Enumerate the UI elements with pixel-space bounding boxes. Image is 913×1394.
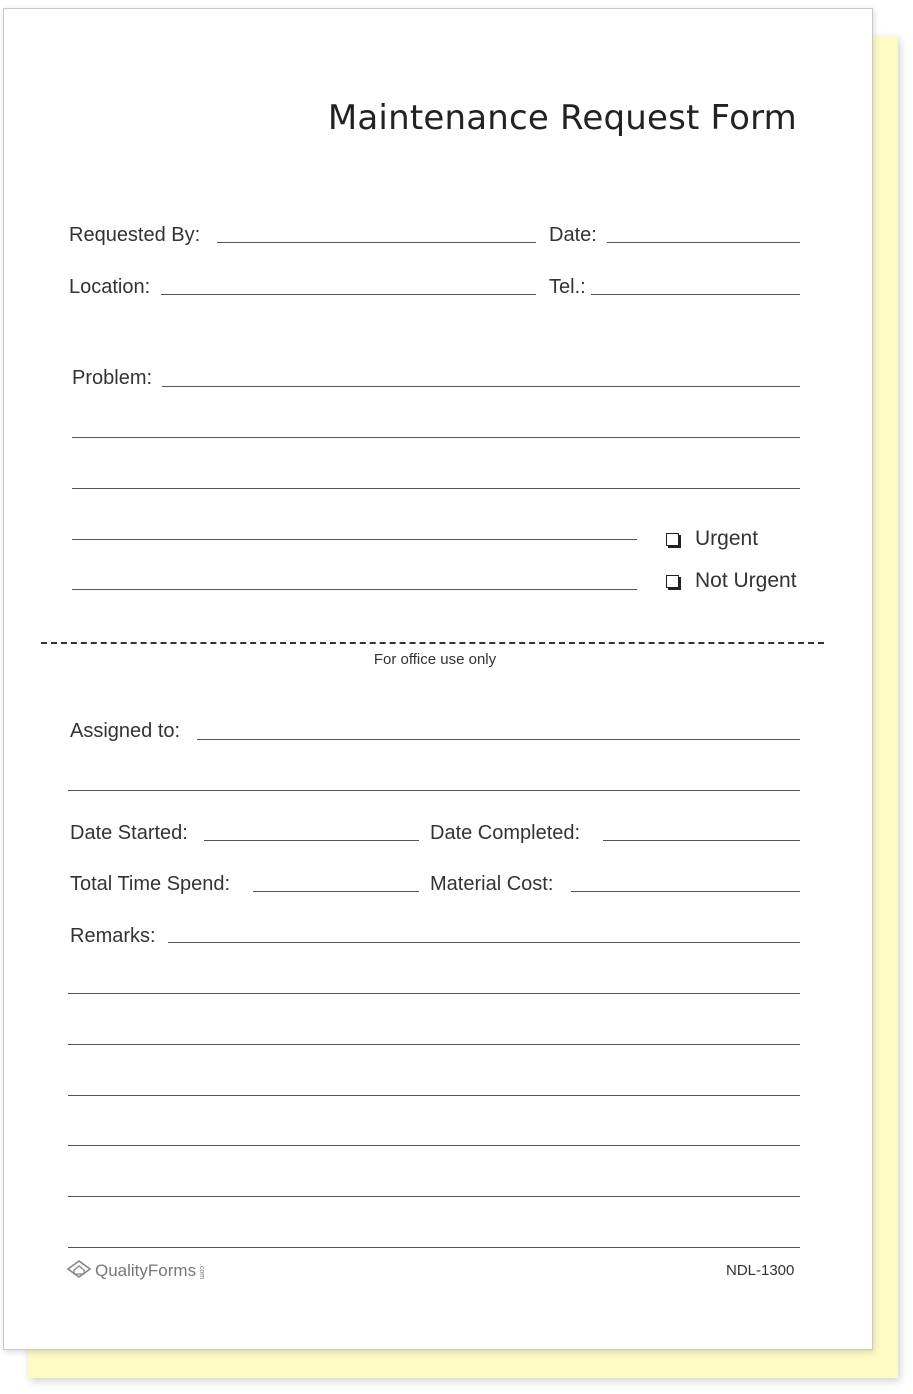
total-time-field[interactable] — [253, 891, 419, 892]
remarks-field-line-6[interactable] — [68, 1196, 800, 1197]
material-cost-label: Material Cost: — [430, 873, 554, 895]
urgent-label: Urgent — [695, 527, 759, 550]
total-time-label: Total Time Spend: — [70, 873, 231, 895]
assigned-to-field-line-1[interactable] — [197, 739, 800, 740]
assigned-to-label: Assigned to: — [70, 720, 181, 742]
remarks-field-line-5[interactable] — [68, 1145, 800, 1146]
location-field[interactable] — [161, 294, 536, 295]
not-urgent-label: Not Urgent — [695, 569, 797, 592]
problem-field-line-5[interactable] — [72, 589, 637, 590]
date-completed-field[interactable] — [603, 840, 800, 841]
brand-suffix: .com — [198, 1263, 206, 1280]
date-field[interactable] — [607, 242, 800, 243]
house-icon — [66, 1259, 92, 1279]
not-urgent-checkbox[interactable] — [666, 575, 679, 588]
problem-field-line-2[interactable] — [72, 437, 800, 438]
remarks-field-line-2[interactable] — [68, 993, 800, 994]
remarks-field-line-1[interactable] — [168, 942, 800, 943]
problem-field-line-4[interactable] — [72, 539, 637, 540]
tel-label: Tel.: — [549, 276, 586, 298]
brand-name: QualityForms — [95, 1261, 197, 1280]
office-use-note: For office use only — [373, 651, 497, 668]
tel-field[interactable] — [591, 294, 800, 295]
urgent-checkbox[interactable] — [666, 533, 679, 546]
problem-field-line-3[interactable] — [72, 488, 800, 489]
requested-by-label: Requested By: — [69, 224, 201, 246]
date-label: Date: — [549, 224, 597, 246]
form-code: NDL-1300 — [726, 1262, 795, 1279]
brand-logo — [66, 1259, 209, 1281]
date-completed-label: Date Completed: — [430, 822, 581, 844]
material-cost-field[interactable] — [571, 891, 800, 892]
requested-by-field[interactable] — [217, 242, 536, 243]
date-started-label: Date Started: — [70, 822, 188, 844]
problem-label: Problem: — [72, 367, 153, 389]
problem-field-line-1[interactable] — [162, 386, 800, 387]
remarks-label: Remarks: — [70, 925, 156, 947]
date-started-field[interactable] — [204, 840, 419, 841]
form-sheet — [3, 8, 873, 1350]
remarks-field-line-3[interactable] — [68, 1044, 800, 1045]
location-label: Location: — [69, 276, 151, 298]
remarks-field-line-7[interactable] — [68, 1247, 800, 1248]
page-title: Maintenance Request Form — [327, 98, 797, 138]
remarks-field-line-4[interactable] — [68, 1095, 800, 1096]
cut-line-divider — [41, 642, 824, 644]
assigned-to-field-line-2[interactable] — [68, 790, 800, 791]
